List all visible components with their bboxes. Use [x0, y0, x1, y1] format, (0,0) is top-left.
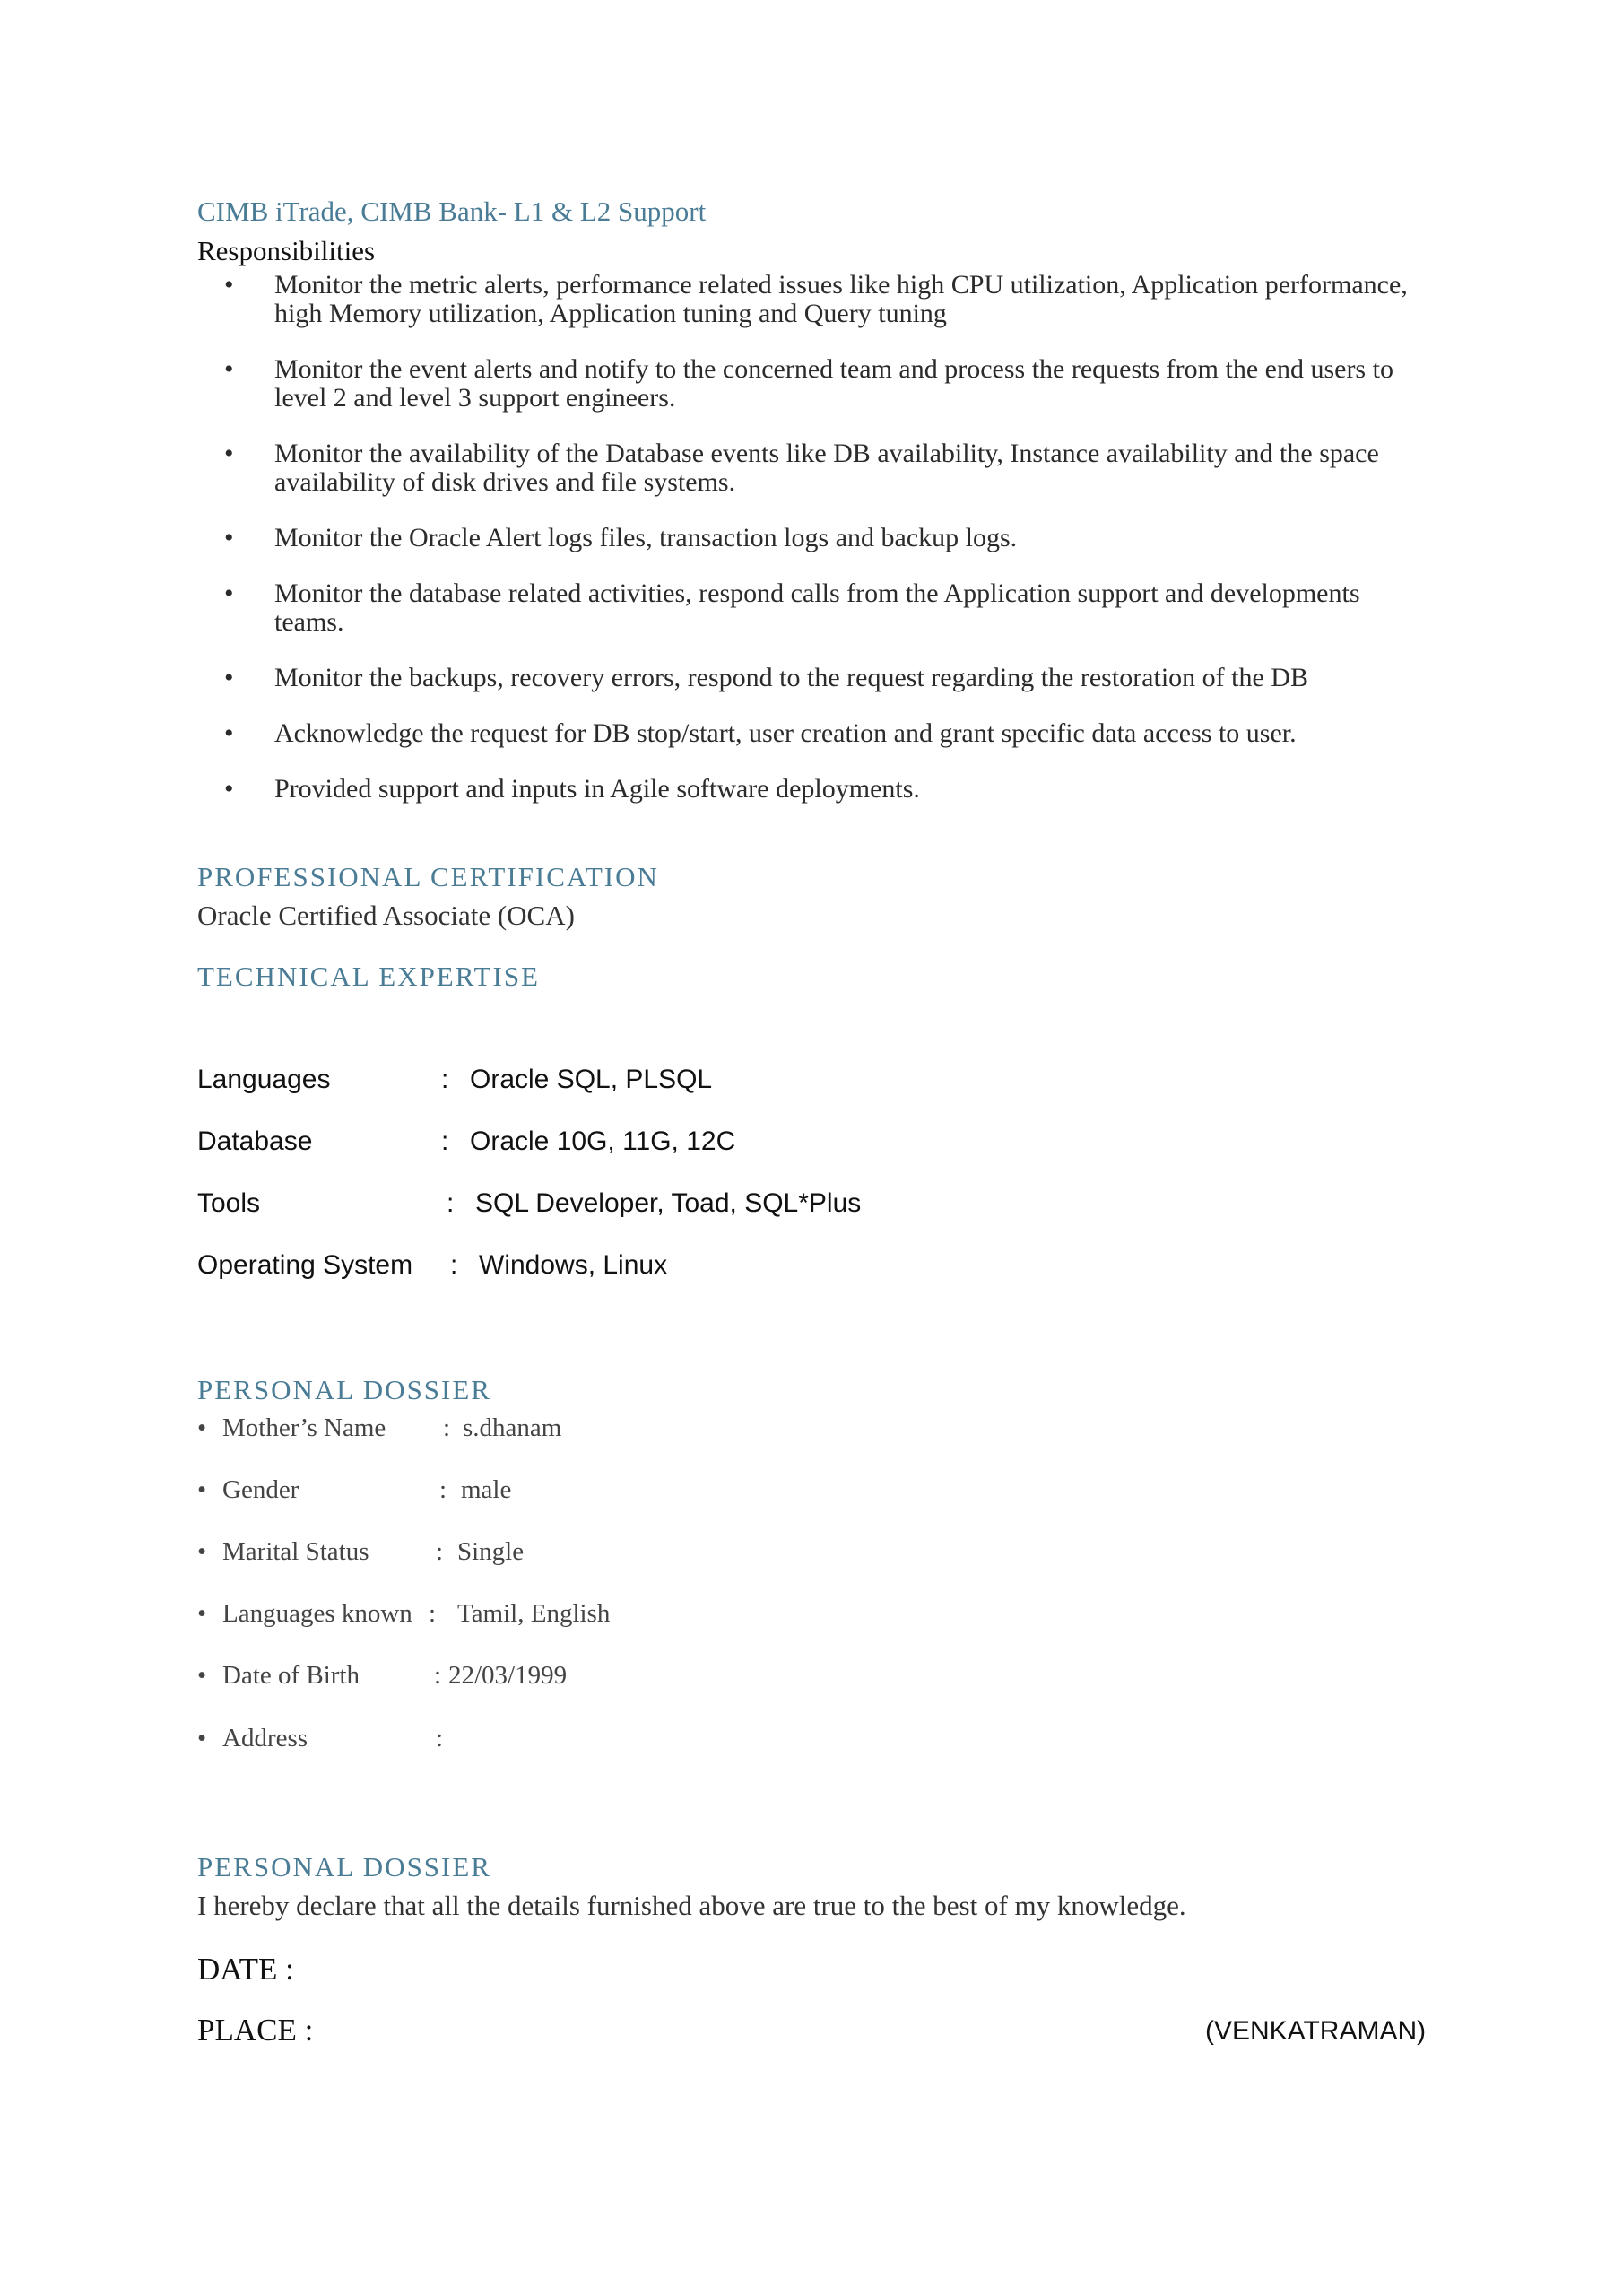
bullet-icon: •: [197, 1475, 207, 1504]
dossier-value: s.dhanam: [463, 1413, 562, 1442]
declaration-heading: PERSONAL DOSSIER: [197, 1851, 491, 1883]
list-item: [197, 775, 1453, 804]
technical-heading: TECHNICAL EXPERTISE: [197, 961, 540, 992]
dossier-row-mothers-name: [197, 1413, 915, 1449]
tech-label: Languages: [197, 1065, 331, 1094]
list-item-line: high Memory utilization, Application tuning and Query tuning: [274, 299, 947, 328]
list-item: [197, 664, 1453, 692]
bullet-icon: •: [224, 718, 234, 748]
list-item-line: Acknowledge the request for DB stop/start, user creation and grant specific data access to user.: [274, 718, 1297, 748]
list-item-line: Monitor the database related activities, respond calls from the Application support and developments: [274, 578, 1360, 608]
dossier-colon: :: [436, 1537, 444, 1566]
tech-colon: :: [441, 1126, 449, 1156]
bullet-icon: •: [224, 439, 234, 468]
dossier-label: Gender: [222, 1475, 299, 1504]
tech-label: Operating System: [197, 1250, 413, 1280]
list-item: [197, 719, 1453, 748]
dossier-label: Marital Status: [222, 1537, 369, 1566]
date-label: DATE :: [197, 1952, 294, 1987]
responsibilities-label: Responsibilities: [197, 235, 376, 266]
dossier-row-address: [197, 1724, 915, 1760]
list-item: [197, 524, 1453, 552]
dossier-heading: PERSONAL DOSSIER: [197, 1374, 491, 1405]
list-item-line: level 2 and level 3 support engineers.: [274, 383, 676, 413]
tech-colon: :: [441, 1065, 449, 1094]
dossier-value: 22/03/1999: [448, 1661, 568, 1690]
tech-row-database: [197, 1126, 1004, 1162]
bullet-icon: •: [224, 578, 234, 608]
list-item-line: Monitor the backups, recovery errors, respond to the request regarding the restoration of the DB: [274, 663, 1308, 692]
list-item-line: availability of disk drives and file systems.: [274, 467, 736, 497]
dossier-row-marital-status: [197, 1537, 915, 1573]
bullet-icon: •: [224, 270, 234, 300]
tech-value: Oracle SQL, PLSQL: [470, 1065, 713, 1094]
list-item-line: Monitor the availability of the Database events like DB availability, Instance availability and the space: [274, 439, 1379, 468]
list-item-line: Monitor the metric alerts, performance related issues like high CPU utilization, Application performance,: [274, 270, 1408, 300]
tech-colon: :: [447, 1188, 455, 1218]
dossier-label: Address: [222, 1724, 308, 1752]
place-label: PLACE :: [197, 2013, 314, 2048]
certification-heading: PROFESSIONAL CERTIFICATION: [197, 861, 659, 892]
bullet-icon: •: [197, 1724, 207, 1752]
tech-value: SQL Developer, Toad, SQL*Plus: [475, 1188, 862, 1218]
tech-colon: :: [450, 1250, 458, 1280]
dossier-row-languages-known: [197, 1599, 915, 1635]
dossier-row-gender: [197, 1475, 915, 1511]
dossier-colon: :: [436, 1724, 444, 1752]
list-item: [197, 271, 1453, 328]
tech-row-operating-system: [197, 1250, 1004, 1286]
bullet-icon: •: [197, 1599, 207, 1628]
responsibilities-list: [197, 271, 1453, 804]
list-item-line: Monitor the event alerts and notify to the concerned team and process the requests from the end users to: [274, 354, 1393, 384]
list-item: [197, 579, 1453, 637]
dossier-label: Mother’s Name: [222, 1413, 386, 1442]
list-item-line: Monitor the Oracle Alert logs files, transaction logs and backup logs.: [274, 523, 1018, 552]
signature-name: (VENKATRAMAN): [1205, 2016, 1427, 2046]
list-item: [197, 355, 1453, 413]
list-item-line: Provided support and inputs in Agile software deployments.: [274, 774, 920, 804]
dossier-row-date-of-birth: [197, 1661, 915, 1697]
list-item: [197, 439, 1453, 497]
bullet-icon: •: [224, 663, 234, 692]
dossier-colon: :: [434, 1661, 442, 1690]
bullet-icon: •: [224, 523, 234, 552]
declaration-text: I hereby declare that all the details furnished above are true to the best of my knowledge.: [197, 1890, 1186, 1921]
dossier-label: Date of Birth: [222, 1661, 360, 1690]
bullet-icon: •: [197, 1661, 207, 1690]
dossier-value: Tamil, English: [457, 1599, 611, 1628]
tech-row-tools: [197, 1188, 1004, 1224]
bullet-icon: •: [197, 1537, 207, 1566]
job-title: CIMB iTrade, CIMB Bank- L1 & L2 Support: [197, 196, 707, 227]
dossier-colon: :: [439, 1475, 447, 1504]
dossier-colon: :: [443, 1413, 451, 1442]
tech-value: Oracle 10G, 11G, 12C: [470, 1126, 736, 1156]
bullet-icon: •: [224, 354, 234, 384]
tech-label: Database: [197, 1126, 313, 1156]
tech-row-languages: [197, 1065, 1004, 1100]
bullet-icon: •: [197, 1413, 207, 1442]
dossier-value: male: [461, 1475, 512, 1504]
bullet-icon: •: [224, 774, 234, 804]
list-item-line: teams.: [274, 607, 344, 637]
dossier-value: Single: [457, 1537, 525, 1566]
dossier-label: Languages known: [222, 1599, 412, 1628]
tech-value: Windows, Linux: [479, 1250, 668, 1280]
dossier-colon: :: [429, 1599, 437, 1628]
certification-text: Oracle Certified Associate (OCA): [197, 900, 575, 931]
tech-label: Tools: [197, 1188, 261, 1218]
